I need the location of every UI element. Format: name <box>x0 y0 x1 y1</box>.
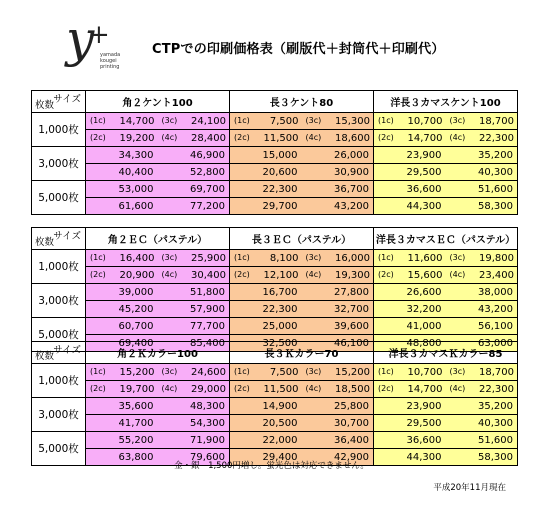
price-value: 57,900 <box>190 303 225 315</box>
corner-header <box>32 228 86 250</box>
price-value: 39,000 <box>118 286 154 298</box>
envelope-type-header: 長３ＥＣ（パステル） <box>230 228 374 250</box>
price-value: 52,800 <box>190 166 225 178</box>
price-cell <box>230 147 374 164</box>
table-row <box>32 415 518 432</box>
price-cell <box>86 267 230 284</box>
price-table <box>31 341 518 466</box>
price-cell <box>230 398 374 415</box>
price-value: 24,600 <box>191 366 226 378</box>
table-row <box>32 164 518 181</box>
color-count-label: (3c) <box>449 115 466 125</box>
price-value: 43,200 <box>478 303 513 315</box>
color-count-label: (1c) <box>234 366 250 376</box>
price-value: 35,600 <box>118 400 154 412</box>
table-row <box>32 284 518 301</box>
price-cell <box>230 198 374 215</box>
price-value: 29,500 <box>406 417 442 429</box>
price-value: 29,400 <box>262 451 298 463</box>
size-label: サイズ <box>53 345 81 356</box>
envelope-type-header: 長３Ｋカラー70 <box>230 342 374 364</box>
table-row <box>32 198 518 215</box>
color-count-label: (1c) <box>234 115 250 125</box>
count-label: 枚数 <box>35 351 55 362</box>
price-value: 25,900 <box>191 252 226 264</box>
price-value: 26,000 <box>334 149 369 161</box>
price-cell <box>86 250 230 267</box>
price-cell <box>374 284 518 301</box>
price-value: 25,800 <box>334 400 369 412</box>
color-count-label: (4c) <box>161 383 178 393</box>
price-value: 32,500 <box>262 337 298 349</box>
price-value: 56,100 <box>478 320 513 332</box>
table-row <box>32 318 518 335</box>
price-cell <box>86 415 230 432</box>
price-value: 43,200 <box>334 200 369 212</box>
price-value: 15,200 <box>119 366 155 378</box>
price-value: 19,700 <box>119 383 155 395</box>
price-cell <box>230 181 374 198</box>
price-value: 51,600 <box>478 183 513 195</box>
price-value: 11,600 <box>407 252 443 264</box>
logo-wordmark: yamada kougei printing <box>100 52 121 70</box>
price-cell <box>86 301 230 318</box>
color-count-label: (2c) <box>90 383 106 393</box>
price-value: 7,500 <box>269 366 299 378</box>
color-count-label: (4c) <box>305 269 322 279</box>
corner-header <box>32 91 86 113</box>
price-cell <box>374 432 518 449</box>
count-label: 枚数 <box>35 237 55 248</box>
price-value: 30,900 <box>334 166 369 178</box>
color-count-label: (4c) <box>161 269 178 279</box>
company-logo <box>66 10 126 80</box>
table-row <box>32 432 518 449</box>
price-value: 18,500 <box>335 383 370 395</box>
price-value: 51,800 <box>190 286 225 298</box>
quantity-label: 3,000枚 <box>32 398 86 432</box>
color-count-label: (2c) <box>90 269 106 279</box>
price-value: 11,500 <box>263 132 299 144</box>
price-cell <box>86 181 230 198</box>
quantity-label: 5,000枚 <box>32 432 86 466</box>
color-count-label: (2c) <box>234 269 250 279</box>
price-value: 40,300 <box>478 166 513 178</box>
color-count-label: (2c) <box>90 132 106 142</box>
color-count-label: (3c) <box>161 115 178 125</box>
price-value: 14,700 <box>407 132 443 144</box>
price-value: 38,000 <box>478 286 513 298</box>
color-count-label: (1c) <box>90 115 106 125</box>
table-row <box>32 113 518 130</box>
price-value: 7,500 <box>269 115 299 127</box>
price-value: 15,300 <box>335 115 370 127</box>
price-value: 71,900 <box>190 434 225 446</box>
count-label: 枚数 <box>35 100 55 111</box>
price-table <box>31 227 518 352</box>
quantity-label: 3,000枚 <box>32 284 86 318</box>
price-cell <box>230 250 374 267</box>
table-row <box>32 381 518 398</box>
price-value: 8,100 <box>269 252 299 264</box>
price-value: 19,200 <box>119 132 155 144</box>
price-value: 19,800 <box>479 252 514 264</box>
price-value: 36,600 <box>406 183 442 195</box>
price-value: 60,700 <box>118 320 154 332</box>
table-row <box>32 301 518 318</box>
envelope-type-header: 洋長３カマスＥＣ（パステル） <box>374 228 518 250</box>
logo-mark: + <box>88 20 110 50</box>
price-value: 36,400 <box>334 434 369 446</box>
price-cell <box>374 130 518 147</box>
price-value: 54,300 <box>190 417 225 429</box>
price-value: 12,100 <box>263 269 299 281</box>
corner-header <box>32 342 86 364</box>
price-cell <box>230 284 374 301</box>
price-value: 14,700 <box>119 115 155 127</box>
price-value: 15,600 <box>407 269 443 281</box>
price-value: 15,000 <box>262 149 298 161</box>
quantity-label: 1,000枚 <box>32 250 86 284</box>
price-cell <box>230 364 374 381</box>
price-value: 77,200 <box>190 200 225 212</box>
price-value: 22,300 <box>262 303 298 315</box>
table-row <box>32 267 518 284</box>
price-cell <box>86 113 230 130</box>
quantity-label: 3,000枚 <box>32 147 86 181</box>
color-count-label: (3c) <box>305 115 322 125</box>
price-value: 39,600 <box>334 320 369 332</box>
price-value: 23,900 <box>406 400 442 412</box>
envelope-type-header: 長３ケント80 <box>230 91 374 113</box>
color-count-label: (2c) <box>378 383 394 393</box>
price-value: 61,600 <box>118 200 154 212</box>
price-cell <box>86 432 230 449</box>
color-count-label: (2c) <box>234 132 250 142</box>
table-row <box>32 364 518 381</box>
price-value: 15,200 <box>335 366 370 378</box>
color-count-label: (1c) <box>234 252 250 262</box>
color-count-label: (4c) <box>449 132 466 142</box>
price-value: 14,700 <box>407 383 443 395</box>
price-value: 16,700 <box>262 286 298 298</box>
price-value: 34,300 <box>118 149 154 161</box>
price-value: 22,300 <box>479 132 514 144</box>
price-value: 16,000 <box>335 252 370 264</box>
price-cell <box>374 164 518 181</box>
price-value: 36,600 <box>406 434 442 446</box>
price-value: 44,300 <box>406 200 442 212</box>
price-value: 24,100 <box>191 115 226 127</box>
price-cell <box>374 113 518 130</box>
price-value: 85,400 <box>190 337 225 349</box>
price-value: 11,500 <box>263 383 299 395</box>
price-value: 22,300 <box>479 383 514 395</box>
price-value: 28,400 <box>191 132 226 144</box>
color-count-label: (4c) <box>305 383 322 393</box>
envelope-type-header: 角２Ｋカラー100 <box>86 342 230 364</box>
price-value: 32,700 <box>334 303 369 315</box>
date-note: 平成20年11月現在 <box>433 483 506 493</box>
price-value: 22,000 <box>262 434 298 446</box>
price-value: 79,600 <box>190 451 225 463</box>
price-value: 46,900 <box>190 149 225 161</box>
quantity-label: 5,000枚 <box>32 181 86 215</box>
color-count-label: (4c) <box>449 383 466 393</box>
price-value: 42,900 <box>334 451 369 463</box>
price-table <box>31 90 518 215</box>
color-count-label: (3c) <box>449 252 466 262</box>
table-row <box>32 398 518 415</box>
price-cell <box>230 318 374 335</box>
price-value: 69,700 <box>190 183 225 195</box>
logo-letter: y <box>66 10 95 68</box>
price-value: 30,700 <box>334 417 369 429</box>
envelope-type-header: 角２ＥＣ（パステル） <box>86 228 230 250</box>
price-cell <box>374 364 518 381</box>
color-count-label: (4c) <box>161 132 178 142</box>
price-value: 19,300 <box>335 269 370 281</box>
color-count-label: (1c) <box>90 366 106 376</box>
price-value: 25,000 <box>262 320 298 332</box>
price-cell <box>230 130 374 147</box>
table-row <box>32 147 518 164</box>
price-cell <box>374 318 518 335</box>
price-value: 23,400 <box>479 269 514 281</box>
price-value: 20,900 <box>119 269 155 281</box>
price-value: 48,300 <box>190 400 225 412</box>
price-value: 10,700 <box>407 115 443 127</box>
size-label: サイズ <box>53 231 81 242</box>
price-value: 55,200 <box>118 434 154 446</box>
price-value: 29,700 <box>262 200 298 212</box>
price-cell <box>86 381 230 398</box>
price-value: 46,100 <box>334 337 369 349</box>
price-cell <box>374 267 518 284</box>
table-row <box>32 250 518 267</box>
price-cell <box>230 432 374 449</box>
price-value: 26,600 <box>406 286 442 298</box>
color-count-label: (2c) <box>234 383 250 393</box>
price-value: 20,500 <box>262 417 298 429</box>
table-row <box>32 130 518 147</box>
color-count-label: (3c) <box>449 366 466 376</box>
price-value: 18,600 <box>335 132 370 144</box>
price-cell <box>374 301 518 318</box>
price-value: 30,400 <box>191 269 226 281</box>
price-value: 51,600 <box>478 434 513 446</box>
price-value: 63,800 <box>118 451 154 463</box>
price-value: 35,200 <box>478 149 513 161</box>
color-count-label: (3c) <box>161 366 178 376</box>
price-value: 16,400 <box>119 252 155 264</box>
price-value: 18,700 <box>479 115 514 127</box>
color-count-label: (3c) <box>305 252 322 262</box>
price-value: 41,700 <box>118 417 154 429</box>
envelope-type-header: 角２ケント100 <box>86 91 230 113</box>
color-count-label: (4c) <box>449 269 466 279</box>
price-cell <box>230 415 374 432</box>
price-cell <box>374 398 518 415</box>
price-value: 41,000 <box>406 320 442 332</box>
price-value: 35,200 <box>478 400 513 412</box>
quantity-label: 5,000枚 <box>32 318 86 352</box>
price-cell <box>230 113 374 130</box>
price-value: 20,600 <box>262 166 298 178</box>
price-value: 27,800 <box>334 286 369 298</box>
price-cell <box>230 267 374 284</box>
price-value: 58,300 <box>478 451 513 463</box>
price-value: 29,000 <box>191 383 226 395</box>
price-cell <box>374 198 518 215</box>
quantity-label: 1,000枚 <box>32 364 86 398</box>
price-cell <box>374 181 518 198</box>
price-value: 44,300 <box>406 451 442 463</box>
price-cell <box>230 301 374 318</box>
price-value: 14,900 <box>262 400 298 412</box>
price-cell <box>374 250 518 267</box>
price-value: 63,000 <box>478 337 513 349</box>
price-value: 22,300 <box>262 183 298 195</box>
color-count-label: (1c) <box>378 366 394 376</box>
price-value: 10,700 <box>407 366 443 378</box>
size-label: サイズ <box>53 94 81 105</box>
price-cell <box>230 164 374 181</box>
footnote: 金・銀 1,500円増し。蛍光色は対応できません。 <box>174 461 369 471</box>
page-title: CTPでの印刷価格表（刷版代＋封筒代＋印刷代） <box>152 42 445 57</box>
color-count-label: (3c) <box>305 366 322 376</box>
price-value: 77,700 <box>190 320 225 332</box>
price-value: 58,300 <box>478 200 513 212</box>
table-row <box>32 181 518 198</box>
price-cell <box>86 198 230 215</box>
price-cell <box>86 398 230 415</box>
price-value: 29,500 <box>406 166 442 178</box>
color-count-label: (3c) <box>161 252 178 262</box>
price-value: 48,800 <box>406 337 442 349</box>
price-value: 40,300 <box>478 417 513 429</box>
price-cell <box>86 284 230 301</box>
price-cell <box>86 364 230 381</box>
price-value: 53,000 <box>118 183 154 195</box>
price-cell <box>86 164 230 181</box>
price-value: 36,700 <box>334 183 369 195</box>
quantity-label: 1,000枚 <box>32 113 86 147</box>
price-cell <box>86 130 230 147</box>
price-value: 45,200 <box>118 303 154 315</box>
color-count-label: (1c) <box>90 252 106 262</box>
price-value: 32,200 <box>406 303 442 315</box>
envelope-type-header: 洋長３カマスケント100 <box>374 91 518 113</box>
price-cell <box>374 415 518 432</box>
price-value: 18,700 <box>479 366 514 378</box>
color-count-label: (1c) <box>378 252 394 262</box>
price-cell <box>374 381 518 398</box>
price-cell <box>86 318 230 335</box>
price-cell <box>374 147 518 164</box>
color-count-label: (2c) <box>378 132 394 142</box>
color-count-label: (4c) <box>305 132 322 142</box>
price-cell <box>86 147 230 164</box>
price-value: 69,400 <box>118 337 154 349</box>
color-count-label: (1c) <box>378 115 394 125</box>
color-count-label: (2c) <box>378 269 394 279</box>
price-value: 40,400 <box>118 166 154 178</box>
price-cell <box>230 381 374 398</box>
price-value: 23,900 <box>406 149 442 161</box>
envelope-type-header: 洋長３カマスＫカラー85 <box>374 342 518 364</box>
